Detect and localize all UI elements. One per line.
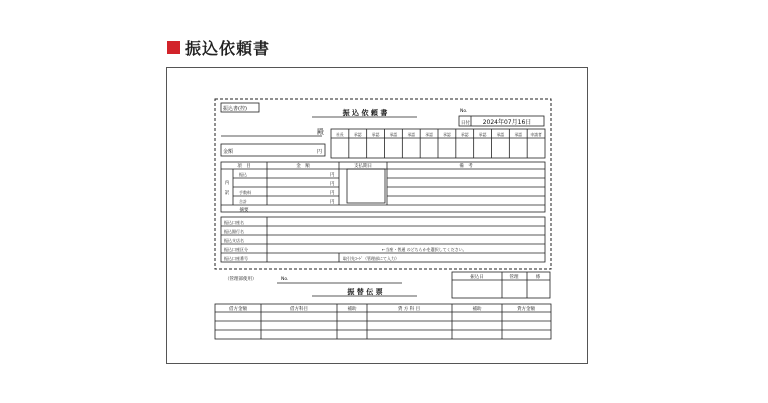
bank-label-bank-name: 振込銀行名 (224, 229, 244, 234)
voucher-col-debit-account: 借方科目 (290, 307, 308, 312)
breakdown-date-header: 支払期日 (354, 164, 372, 169)
breakdown-kind-header: 項 目 (237, 164, 251, 169)
approval-stamp-label: 承認 (443, 132, 451, 137)
approval-stamp-label: 承認 (478, 132, 487, 137)
voucher-col-sub-1: 補助 (347, 307, 357, 312)
subject-label: 摘要 (239, 208, 249, 213)
form-image-frame (166, 67, 588, 364)
transfer-code-label: 取引先ｺｰﾄﾞ（管理部にて入力） (343, 256, 399, 261)
form-title: 振 込 依 頼 書 (342, 109, 388, 117)
breakdown-side-1: 内 (224, 181, 230, 186)
approval-stamp-label: 承認 (389, 132, 398, 137)
yen-4: 円 (330, 200, 335, 205)
copy-label: 振込書(控) (223, 106, 247, 112)
voucher-col-debit-amount: 借方金額 (229, 307, 247, 312)
breakdown-row-transfer: 振込 (239, 172, 247, 177)
date-value: 2024年07月16日 (482, 119, 532, 126)
bank-label-account-name: 振込口座名 (224, 220, 244, 225)
breakdown-row-total: 合計 (239, 199, 247, 204)
section-header (167, 36, 270, 58)
voucher-transfer-date-label: 振込日 (470, 275, 484, 280)
approval-stamp-label: 承認 (425, 132, 433, 137)
addressee-suffix: 殿 (317, 128, 324, 136)
yen-2: 円 (330, 182, 335, 187)
account-type-note: ←当座・普通 のどちらかを選択してください。 (382, 247, 467, 252)
approval-stamp-label: 承認 (407, 132, 416, 137)
form-no-label: No. (460, 109, 468, 114)
approval-stamp-label: 申請者 (530, 132, 542, 137)
approval-stamp-label: 承認 (460, 132, 469, 137)
voucher-no-label: No. (281, 277, 289, 282)
amount-yen: 円 (317, 149, 323, 155)
approval-stamp-label: 承認 (496, 132, 505, 137)
approval-stamp-label: 社長 (336, 132, 344, 137)
transfer-request-form (167, 68, 587, 363)
red-square-icon (167, 41, 180, 54)
date-label: 日付 (461, 121, 470, 126)
bank-label-branch-name: 振込支店名 (224, 238, 244, 243)
breakdown-side-2: 訳 (224, 191, 230, 196)
voucher-staff-label: 係 (535, 275, 541, 280)
bank-label-account-type: 振込口座区分 (224, 247, 248, 252)
voucher-col-sub-2: 補助 (472, 307, 482, 312)
amount-label: 金額 (223, 149, 234, 155)
voucher-title: 振 替 伝 票 (347, 288, 383, 296)
breakdown-remarks-header: 備 考 (459, 164, 473, 169)
yen-1: 円 (330, 173, 335, 178)
voucher-use-label: （管理部使用） (225, 277, 257, 282)
approval-stamp-label: 承認 (353, 132, 362, 137)
breakdown-row-fee: 手数料 (239, 190, 251, 195)
section-title: 振込依頼書 (185, 38, 271, 58)
voucher-col-credit-amount: 貸方金額 (517, 307, 535, 312)
breakdown-amount-header: 金 額 (296, 164, 310, 169)
voucher-col-credit-account: 貸 方 科 目 (397, 307, 421, 312)
approval-stamp-label: 承認 (371, 132, 380, 137)
approval-stamp-label: 承認 (514, 132, 523, 137)
yen-3: 円 (330, 191, 335, 196)
voucher-manager-label: 管理 (509, 275, 519, 280)
bank-label-account-number: 振込口座番号 (224, 256, 248, 261)
